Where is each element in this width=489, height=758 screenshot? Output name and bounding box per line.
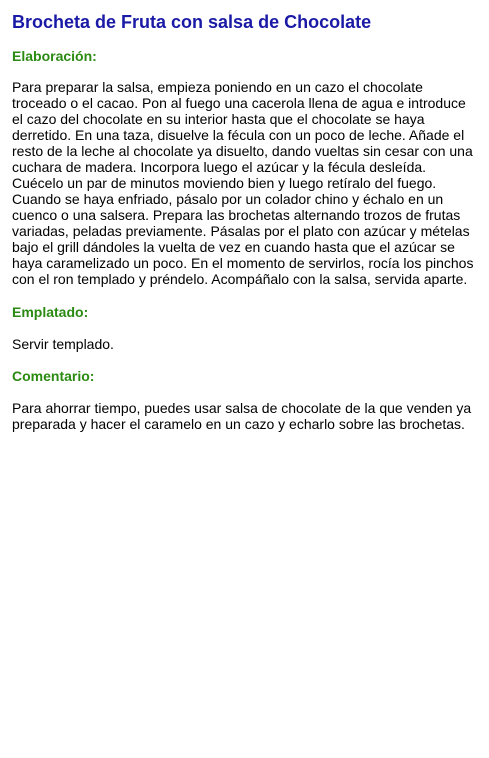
emplatado-text: Servir templado. <box>12 336 114 352</box>
comentario-text: Para ahorrar tiempo, puedes usar salsa de chocolate de la que venden ya preparada y hacer el caramelo en un cazo y echarlo sobre las brochetas. <box>12 400 472 432</box>
emplatado-heading: Emplatado: <box>12 304 89 320</box>
elaboracion-heading: Elaboración: <box>12 48 97 64</box>
elaboracion-text: Para preparar la salsa, empieza poniendo en un cazo el chocolate troceado o el cacao. Pon al fuego una cacerola llena de agua e introduce el cazo del chocolate en su interior hasta que el chocolate se haya derretido. En una taza, disuelve la fécula con un poco de leche. Añade el resto de la leche al chocolate ya disuelto, dando vueltas sin cesar con una cuchara de madera. Incorpora luego el azúcar y la fécula desleída. Cuécelo un par de minutos moviendo bien y luego retíralo del fuego. Cuando se haya enfriado, pásalo por un colador chino y échalo en un cuenco o una salsera. Prepara las brochetas alternando trozos de frutas variadas, peladas previamente. Pásalas por el plato con azúcar y mételas bajo el grill dándoles la vuelta de vez en cuando hasta que el azúcar se haya caramelizado un poco. En el momento de servirlos, rocía los pinchos con el ron templado y préndelo. Acompáñalo con la salsa, servida aparte. <box>12 79 474 287</box>
comentario-heading: Comentario: <box>12 368 95 384</box>
recipe-title: Brocheta de Fruta con salsa de Chocolate <box>12 12 372 32</box>
